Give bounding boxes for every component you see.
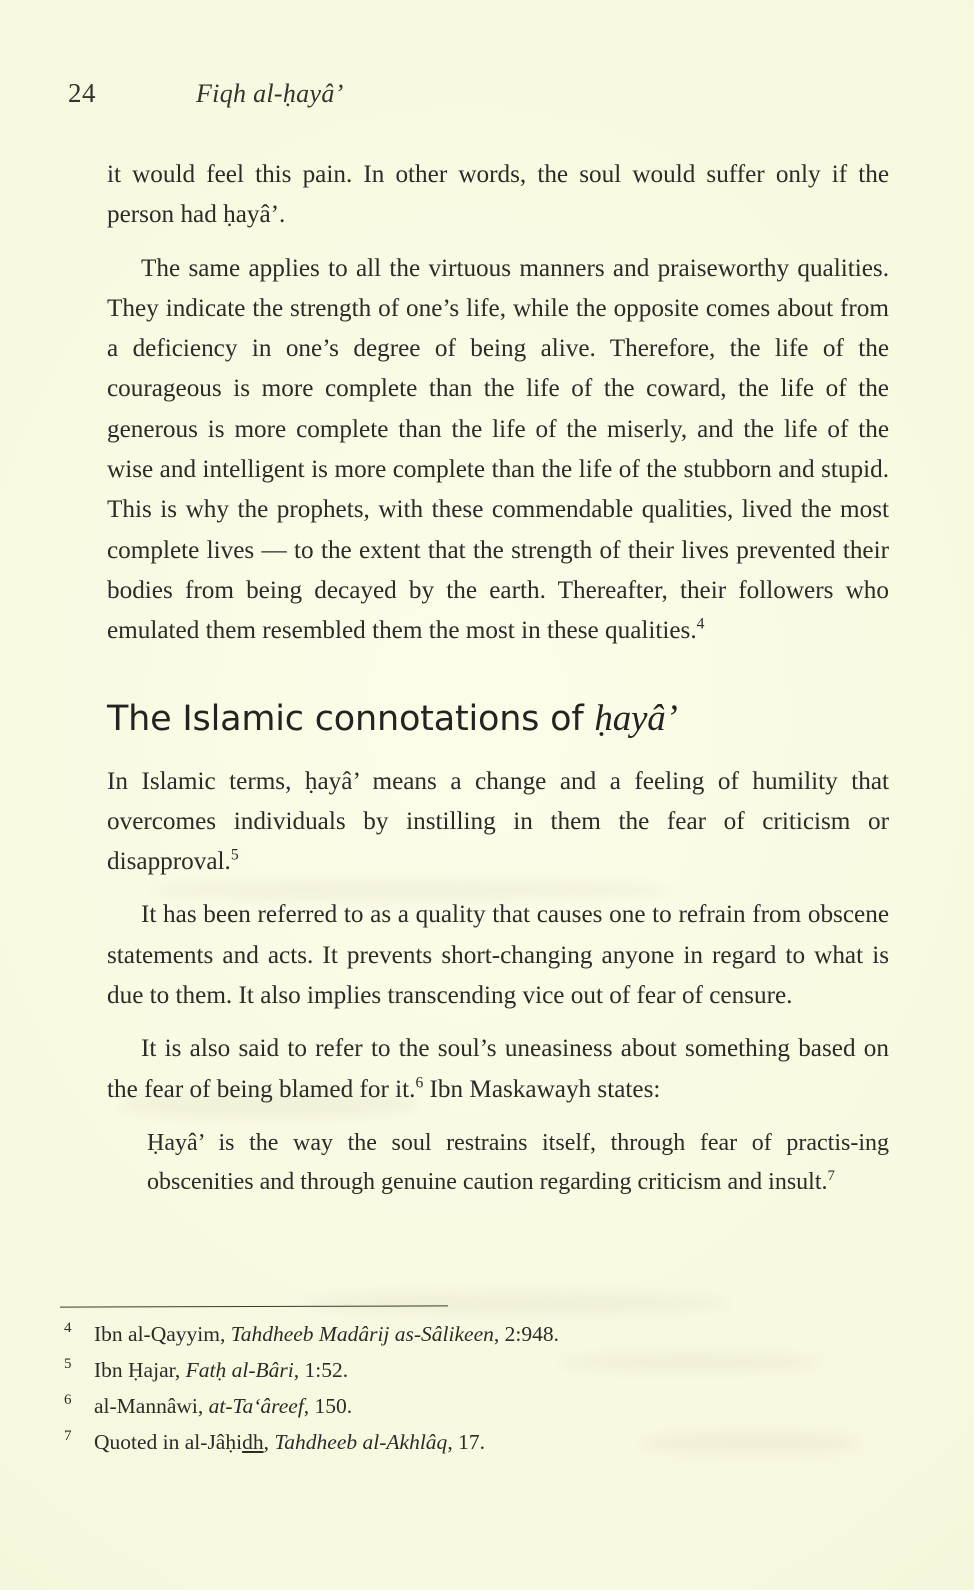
footnote-text — [94, 1318, 559, 1351]
footnote-item — [60, 1390, 880, 1426]
heading-term: ḥayâ’ — [594, 697, 678, 739]
footnote-ref-6[interactable]: 6 — [415, 1074, 424, 1092]
footnotes-section — [60, 1306, 880, 1462]
footnote-author: Ibn al-Qayyim, — [94, 1322, 231, 1346]
footnote-number: 5 — [64, 1356, 72, 1372]
footnote-ref-5[interactable]: 5 — [230, 846, 239, 864]
footnote-number: 7 — [64, 1428, 72, 1444]
heading-text: The Islamic connotations of — [107, 698, 595, 739]
paragraph-soul-uneasiness — [107, 1029, 889, 1110]
footnote-item — [60, 1354, 880, 1390]
quote-text: Ḥayâ’ is the way the soul restrains itself, through fear of practis-ing obscenities and through genuine caution regarding criticism and insult. — [147, 1129, 889, 1195]
footnote-title: Tahdheeb al-Akhlâq — [274, 1430, 448, 1454]
paragraph-quality-refrain: It has been referred to as a quality that causes one to refrain from obscene statements and acts. It prevents short-changing anyone in regard to what is due to them. It also implies transcending vice out of fear of censure. — [107, 901, 889, 1010]
footnote-title: at-Ta‘âreef — [208, 1394, 304, 1418]
paragraph-islamic-terms — [107, 762, 889, 883]
paragraph-text-tail: Ibn Maskawayh states: — [423, 1075, 661, 1103]
paragraph-virtuous-manners — [107, 249, 889, 652]
footnote-locator: , 2:948. — [493, 1322, 559, 1346]
page-title — [107, 696, 889, 742]
footnote-locator: , 17. — [447, 1430, 485, 1454]
footnote-ref-4[interactable]: 4 — [696, 615, 705, 633]
footnote-number: 4 — [64, 1320, 72, 1336]
footnote-item — [60, 1426, 880, 1462]
running-head — [68, 78, 906, 112]
footnote-title: Tahdheeb Madârij as-Sâlikeen — [230, 1322, 494, 1346]
footnote-author-suffix: , — [263, 1430, 275, 1454]
paragraph-continuation: it would feel this pain. In other words, the soul would suffer only if the person had ḥayâ’. — [107, 161, 889, 229]
text-column — [107, 155, 889, 1202]
footnote-locator: , 1:52. — [293, 1358, 349, 1382]
footnote-author: Ibn Ḥajar, — [94, 1358, 186, 1382]
footnote-number: 6 — [64, 1392, 72, 1408]
footnote-text — [94, 1390, 352, 1423]
paragraph-text: It is also said to refer to the soul’s uneasiness about something based on the fear of being blamed for it. — [107, 1035, 889, 1103]
footnote-author-prefix: Quoted in al-Jâḥi — [94, 1430, 243, 1454]
page-number: 24 — [68, 78, 96, 108]
block-quote-maskawayh — [107, 1124, 889, 1202]
paragraph-text: The same applies to all the virtuous manners and praiseworthy qualities. They indicate the strength of one’s life, while the opposite comes about from a deficiency in one’s degree of being alive. Therefore, the life of the courageous is more complete than the life of the coward, the life of the generous is more complete than the life of the miserly, and the life of the wise and intelligent is more complete than the life of the stubborn and stupid. This is why the prophets, with these commendable qualities, lived the most complete lives — to the extent that the strength of their lives prevented their bodies from being decayed by the earth. Thereafter, their followers who emulated them resembled them the most in these qualities. — [107, 254, 889, 645]
footnote-item — [60, 1318, 880, 1354]
footnote-title: Fatḥ al-Bâri — [185, 1358, 294, 1382]
footnote-author-underlined: dh — [242, 1430, 264, 1454]
footnote-author: al-Mannâwi, — [94, 1394, 209, 1418]
footnote-ref-7[interactable]: 7 — [827, 1167, 835, 1184]
running-title: Fiqh al-ḥayâ’ — [196, 79, 344, 108]
footnote-locator: , 150. — [303, 1394, 353, 1418]
footnote-text — [94, 1426, 485, 1459]
paragraph-text: In Islamic terms, ḥayâ’ means a change and a feeling of humility that overcomes individuals by instilling in them the fear of criticism or disapproval. — [107, 767, 889, 876]
footnote-separator-rule — [60, 1305, 448, 1307]
footnote-text — [94, 1354, 348, 1387]
